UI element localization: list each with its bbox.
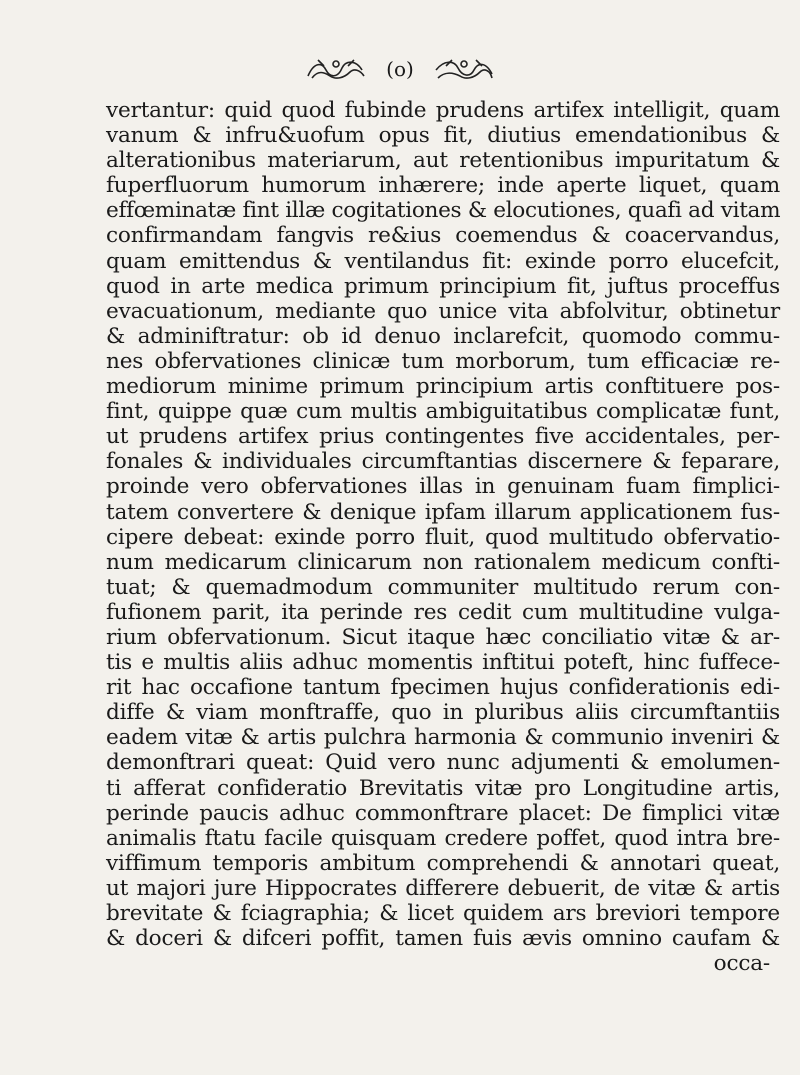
text-line: & doceri & difceri poffit, tamen fuis ævis omnino caufam & [106,926,780,952]
text-line: fufionem parit, ita perinde res cedit cum multitudine vulga- [106,599,780,625]
text-line: quam emittendus & ventilandus fit: exinde porro elucefcit, [106,248,780,274]
right-ornament-icon [432,56,496,82]
page-number: (o) [386,57,414,81]
text-line: ut majori jure Hippocrates differere debuerit, de vitæ & artis [106,875,780,901]
text-line: quod in arte medica primum principium fit, juftus proceffus [106,273,780,299]
text-line: fuperfluorum humorum inhærere; inde aperte liquet, quam [106,173,780,199]
text-line: viffimum temporis ambitum comprehendi & annotari queat, [106,850,780,876]
text-line: & adminiftratur: ob id denuo inclarefcit, quomodo commu- [106,323,780,349]
text-line: vanum & infru&uofum opus fit, diutius emendationibus & [106,123,780,149]
text-line: nes obfervationes clinicæ tum morborum, tum efficaciæ re- [106,348,780,374]
text-line: effœminatæ fint illæ cogitationes & elocutiones, quafi ad vitam [106,198,781,224]
text-line: brevitate & fciagraphia; & licet quidem ars breviori tempore [106,901,780,926]
text-line: tuat; & quemadmodum communiter multitudo rerum con- [106,574,780,600]
text-line: evacuationum, mediante quo unice vita abfolvitur, obtinetur [106,298,780,324]
text-line: proinde vero obfervationes illas in genuinam fuam fimplici- [106,474,780,500]
left-ornament-icon [304,56,368,82]
text-line: animalis ftatu facile quisquam credere poffet, quod intra bre- [106,825,780,851]
text-line: alterationibus materiarum, aut retentionibus impuritatum & [106,148,780,174]
page-header [0,52,800,86]
text-line: cipere debeat: exinde porro fluit, quod multitudo obfervatio- [106,524,780,550]
text-line: vertantur: quid quod fubinde prudens artifex intelligit, quam [106,98,780,123]
text-line: demonftrari queat: Quid vero nunc adjumenti & emolumen- [106,750,780,776]
text-line: perinde paucis adhuc commonftrare placet: De fimplici vitæ [106,800,780,826]
text-line: eadem vitæ & artis pulchra harmonia & communio inveniri & [106,725,780,751]
text-line: fonales & individuales circumftantias discernere & feparare, [106,449,780,475]
text-line: ut prudens artifex prius contingentes five accidentales, per- [106,424,780,450]
body-text [106,98,780,976]
text-line: mediorum minime primum principium artis conftituere pos- [106,374,780,400]
text-line: diffe & viam monftraffe, quo in pluribus aliis circumftantiis [106,700,780,726]
text-line: num medicarum clinicarum non rationalem medicum confti- [106,549,780,575]
text-line: confirmandam fangvis re&ius coemendus & coacervandus, [106,223,780,249]
catchword: occa- [713,951,770,977]
text-line: ti afferat confideratio Brevitatis vitæ pro Longitudine artis, [106,775,780,801]
text-line: fint, quippe quæ cum multis ambiguitatibus complicatæ funt, [106,399,780,425]
text-line: rit hac occafione tantum fpecimen hujus confiderationis edi- [106,675,780,701]
text-line: tis e multis aliis adhuc momentis inftitui poteft, hinc fuffece- [106,650,780,676]
text-line: tatem convertere & denique ipfam illarum applicationem fus- [106,499,780,525]
text-line: rium obfervationum. Sicut itaque hæc conciliatio vitæ & ar- [106,624,780,650]
